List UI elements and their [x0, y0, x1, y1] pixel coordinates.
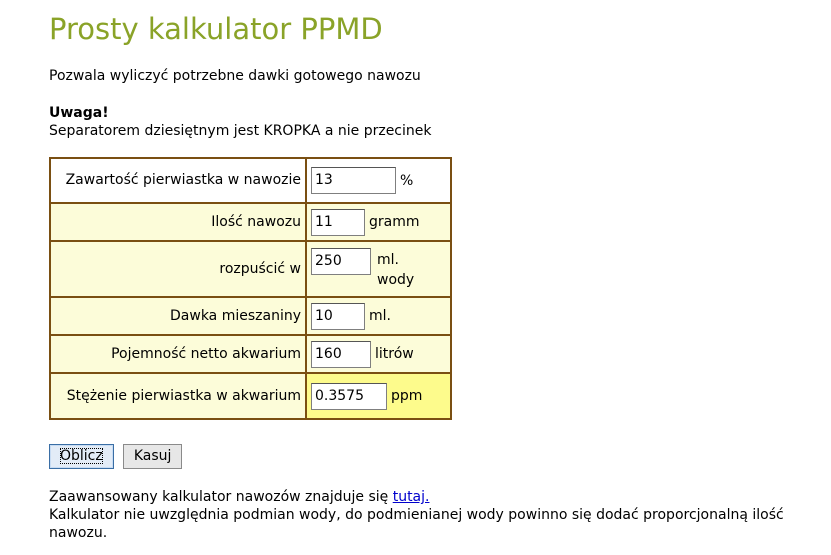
calculator-table — [49, 157, 452, 420]
warning-note — [49, 104, 431, 140]
row-element-content — [50, 158, 451, 203]
fertilizer-amount-unit: gramm — [369, 214, 420, 230]
concentration-result-label: Stężenie pierwiastka w akwarium — [50, 373, 306, 419]
advanced-calculator-link[interactable]: tutaj. — [392, 489, 430, 505]
advanced-calculator-line — [49, 488, 831, 506]
advanced-calculator-text: Zaawansowany kalkulator nawozów znajduje się — [49, 489, 393, 505]
dissolve-in-input[interactable]: 250 — [311, 248, 371, 275]
tank-volume-cell — [306, 335, 451, 373]
element-content-label: Zawartość pierwiastka w nawozie — [50, 158, 306, 203]
concentration-result-cell — [306, 373, 451, 419]
dissolve-in-cell — [306, 241, 451, 297]
warning-text: Separatorem dziesiętnym jest KROPKA a nie przecinek — [49, 123, 432, 139]
element-content-input[interactable]: 13 — [311, 167, 396, 194]
page-title: Prosty kalkulator PPMD — [49, 12, 383, 46]
water-change-note: Kalkulator nie uwzględnia podmian wody, do podmienianej wody powinno się dodać proporcjonalną ilość nawozu. — [49, 507, 784, 541]
row-tank-volume — [50, 335, 451, 373]
concentration-result-unit: ppm — [391, 388, 423, 404]
mixture-dose-input[interactable]: 10 — [311, 303, 365, 330]
warning-heading: Uwaga! — [49, 105, 109, 121]
reset-button-label: Kasuj — [133, 448, 172, 464]
tank-volume-input[interactable]: 160 — [311, 341, 371, 368]
reset-button[interactable] — [123, 444, 183, 469]
button-bar — [49, 444, 186, 469]
mixture-dose-cell — [306, 297, 451, 335]
fertilizer-amount-label: Ilość nawozu — [50, 203, 306, 241]
mixture-dose-unit: ml. — [369, 308, 391, 324]
fertilizer-amount-input[interactable]: 11 — [311, 209, 365, 236]
footer-notes — [49, 488, 831, 542]
fertilizer-amount-cell — [306, 203, 451, 241]
row-fertilizer-amount — [50, 203, 451, 241]
element-content-unit: % — [400, 172, 414, 189]
element-content-cell — [306, 158, 451, 203]
calculate-button-label: Oblicz — [60, 448, 103, 464]
concentration-result-field[interactable]: 0.3575 — [311, 383, 387, 410]
row-dissolve-in — [50, 241, 451, 297]
tank-volume-label: Pojemność netto akwarium — [50, 335, 306, 373]
dissolve-in-label: rozpuścić w — [50, 241, 306, 297]
dissolve-in-unit: ml. wody — [377, 252, 415, 288]
tank-volume-unit: litrów — [375, 346, 414, 362]
row-mixture-dose — [50, 297, 451, 335]
mixture-dose-label: Dawka mieszaniny — [50, 297, 306, 335]
intro-text: Pozwala wyliczyć potrzebne dawki gotowego nawozu — [49, 68, 421, 84]
row-concentration-result — [50, 373, 451, 419]
calculate-button[interactable] — [49, 444, 114, 469]
